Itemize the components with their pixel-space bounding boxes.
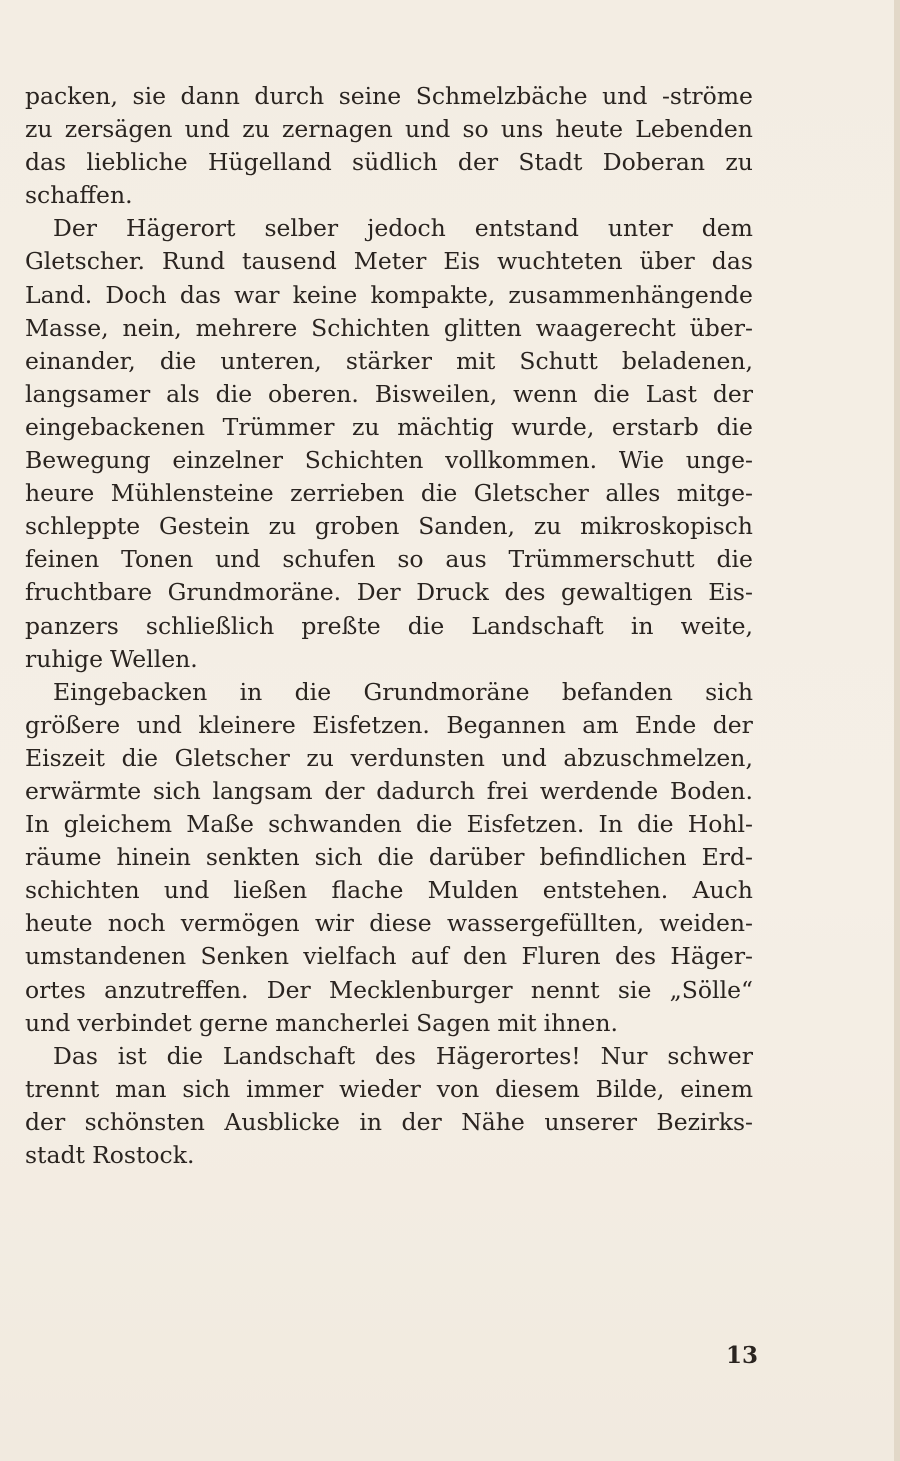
text-line xyxy=(25,312,753,345)
word: Eiszeit xyxy=(25,743,105,772)
word: mikroskopisch xyxy=(580,512,753,541)
word: zu xyxy=(352,412,380,441)
word: -ströme xyxy=(661,82,753,110)
word: über- xyxy=(689,313,753,342)
word: und xyxy=(215,545,261,574)
text-line xyxy=(25,146,753,179)
word: Schichten xyxy=(304,446,424,475)
word: langsamer xyxy=(25,379,151,408)
word: Gletscher xyxy=(174,743,290,772)
word: wieder xyxy=(339,1074,421,1103)
word: langsam xyxy=(212,776,313,805)
word: der xyxy=(401,1107,442,1136)
word: waagerecht xyxy=(535,313,676,342)
word: sich xyxy=(705,677,753,706)
word: in xyxy=(359,1107,383,1136)
word: umstandenen xyxy=(25,942,187,971)
word: des xyxy=(374,1041,416,1070)
word: Mulden xyxy=(427,876,519,905)
word: Doberan xyxy=(602,148,706,177)
word: flache xyxy=(331,876,404,905)
word: Bisweilen, xyxy=(374,379,498,408)
word: Eingebacken xyxy=(53,677,208,706)
word: mächtig xyxy=(397,412,494,441)
word: so xyxy=(462,115,489,144)
word: anzutreffen. xyxy=(104,975,249,1004)
word: Hohl- xyxy=(687,810,753,839)
word: sich xyxy=(152,776,201,805)
word: fruchtbare xyxy=(25,578,153,607)
word: panzers xyxy=(25,611,119,640)
word: Landschaft xyxy=(222,1041,356,1070)
word: in xyxy=(239,677,263,706)
word: unge- xyxy=(685,446,753,475)
word: zu xyxy=(533,512,562,541)
word: darüber xyxy=(428,843,525,872)
word: die xyxy=(121,743,159,772)
word: Schutt xyxy=(519,346,598,375)
word: Mecklenburger xyxy=(329,975,513,1004)
word: und xyxy=(136,710,182,739)
word: heute xyxy=(25,909,93,938)
word: beladenen, xyxy=(621,346,753,375)
word: immer xyxy=(246,1074,324,1103)
word: packen, xyxy=(25,82,118,110)
word: gerne xyxy=(198,1008,269,1037)
word: schwanden xyxy=(268,810,402,839)
word: das xyxy=(25,148,67,177)
word: In xyxy=(598,810,623,839)
word: Häger- xyxy=(670,942,753,971)
word: Doch xyxy=(105,280,167,309)
word: war xyxy=(234,280,280,309)
text-line xyxy=(25,113,753,146)
word: Boden. xyxy=(669,776,753,805)
text-line xyxy=(25,1040,753,1073)
word: keine xyxy=(292,280,358,309)
word: der xyxy=(324,776,365,805)
word: Trümmer xyxy=(222,412,335,441)
word: zu xyxy=(725,148,753,177)
word: von xyxy=(436,1074,480,1103)
text-line xyxy=(25,709,753,742)
word: zerrieben xyxy=(290,479,405,508)
word: Der xyxy=(356,578,401,607)
word: unter xyxy=(607,214,673,243)
word: man xyxy=(115,1074,167,1103)
word: und xyxy=(25,1008,71,1037)
word: ruhige xyxy=(25,644,103,673)
word: heute xyxy=(555,115,624,144)
word: Grundmoräne xyxy=(363,677,530,706)
word: stadt xyxy=(25,1141,86,1169)
word: Schmelzbäche xyxy=(415,82,588,110)
word: tausend xyxy=(242,247,337,276)
word: In xyxy=(25,810,50,839)
word: und xyxy=(404,115,451,144)
word: Eis xyxy=(443,247,481,276)
word: Ausblicke xyxy=(224,1107,340,1136)
word: stärker xyxy=(345,346,432,375)
word: gleichem xyxy=(63,810,173,839)
word: Masse, xyxy=(25,313,109,342)
text-line xyxy=(25,610,753,643)
word: Landschaft xyxy=(471,611,604,640)
word: wurde, xyxy=(511,412,595,441)
word: Schichten xyxy=(311,313,430,342)
word: der xyxy=(457,148,499,177)
word: werdende xyxy=(539,776,659,805)
text-line xyxy=(25,543,753,576)
word: ortes xyxy=(25,975,86,1004)
word: Bewegung xyxy=(25,446,151,475)
text-line xyxy=(25,841,753,874)
word: zernagen xyxy=(281,115,393,144)
text-line xyxy=(25,1007,753,1040)
word: räume xyxy=(25,843,102,872)
body-text xyxy=(25,80,753,1172)
text-line xyxy=(25,245,753,278)
word: der xyxy=(712,379,753,408)
word: glitten xyxy=(443,313,522,342)
word: wenn xyxy=(513,379,578,408)
word: Wie xyxy=(618,446,665,475)
word: preßte xyxy=(301,611,381,640)
word: Hügelland xyxy=(207,148,332,177)
word: hinein xyxy=(116,843,191,872)
word: schaffen. xyxy=(25,181,133,210)
word: Maße xyxy=(186,810,254,839)
word: Gletscher. xyxy=(25,247,146,276)
word: sie xyxy=(617,975,652,1004)
word: die xyxy=(166,1041,204,1070)
word: die xyxy=(294,677,332,706)
word: die xyxy=(420,479,458,508)
text-line xyxy=(25,940,753,973)
word: kleinere xyxy=(198,710,296,739)
text-line xyxy=(25,279,753,312)
word: befindlichen xyxy=(539,843,687,872)
word: ihnen. xyxy=(543,1008,618,1037)
word: weite, xyxy=(680,611,753,640)
word: Das xyxy=(53,1041,98,1070)
word: mancherlei xyxy=(275,1008,410,1037)
word: unteren, xyxy=(220,346,322,375)
word: Lebenden xyxy=(635,115,753,144)
text-line xyxy=(25,576,753,609)
word: Eisfetzen. xyxy=(312,710,430,739)
word: mehrere xyxy=(195,313,298,342)
word: Sanden, xyxy=(418,512,516,541)
word: sich xyxy=(314,843,363,872)
word: noch xyxy=(107,909,166,938)
word: das xyxy=(179,280,221,309)
word: Der xyxy=(53,214,97,243)
word: diesem xyxy=(495,1074,580,1103)
word: Stadt xyxy=(518,148,583,177)
word: zersägen xyxy=(64,115,173,144)
word: Der xyxy=(266,975,311,1004)
word: dem xyxy=(701,214,753,243)
word: Senken xyxy=(200,942,289,971)
word: die xyxy=(159,346,197,375)
word: der xyxy=(25,1107,66,1136)
text-line xyxy=(25,345,753,378)
word: zu xyxy=(306,743,334,772)
text-line xyxy=(25,444,753,477)
word: Auch xyxy=(692,876,753,905)
word: der xyxy=(712,710,753,739)
text-line xyxy=(25,676,753,709)
word: Eisfetzen. xyxy=(466,810,585,839)
word: Rund xyxy=(162,247,226,276)
page-edge xyxy=(894,0,900,1461)
word: Tonen xyxy=(121,545,194,574)
text-line xyxy=(25,808,753,841)
word: gewaltigen xyxy=(561,578,693,607)
word: groben xyxy=(314,512,400,541)
word: und xyxy=(163,876,210,905)
word: Gletscher xyxy=(473,479,589,508)
word: die xyxy=(215,379,253,408)
word: erwärmte xyxy=(25,776,142,805)
text-line xyxy=(25,411,753,444)
word: Nur xyxy=(600,1041,648,1070)
word: nein, xyxy=(122,313,182,342)
word: feinen xyxy=(25,545,100,574)
word: Wellen. xyxy=(110,644,198,673)
text-line xyxy=(25,974,753,1007)
word: nennt xyxy=(530,975,600,1004)
word: „Sölle“ xyxy=(669,975,753,1004)
word: Mühlensteine xyxy=(110,479,274,508)
word: am xyxy=(582,710,619,739)
word: sich xyxy=(182,1074,231,1103)
word: dadurch xyxy=(376,776,476,805)
word: wir xyxy=(315,909,354,938)
word: vielfach xyxy=(303,942,397,971)
word: ließen xyxy=(233,876,308,905)
word: sie xyxy=(132,82,166,110)
text-line xyxy=(25,1073,753,1106)
word: liebliche xyxy=(86,148,188,177)
word: entstehen. xyxy=(542,876,669,905)
word: Bilde, xyxy=(595,1074,665,1103)
word: als xyxy=(166,379,200,408)
text-line xyxy=(25,1139,753,1172)
word: des xyxy=(615,942,657,971)
word: Nähe xyxy=(461,1107,525,1136)
word: selber xyxy=(264,214,339,243)
word: in xyxy=(630,611,654,640)
word: unserer xyxy=(544,1107,637,1136)
word: Last xyxy=(645,379,697,408)
word: schließlich xyxy=(145,611,275,640)
text-line xyxy=(25,907,753,940)
word: heure xyxy=(25,479,95,508)
word: Rostock. xyxy=(92,1141,195,1169)
word: Eis- xyxy=(708,578,753,607)
word: schönsten xyxy=(84,1107,205,1136)
word: uns xyxy=(500,115,544,144)
word: Meter xyxy=(353,247,427,276)
word: vermögen xyxy=(180,909,300,938)
word: Hägerortes! xyxy=(435,1041,581,1070)
word: verbindet xyxy=(77,1008,192,1037)
word: so xyxy=(397,545,424,574)
word: entstand xyxy=(474,214,579,243)
word: jedoch xyxy=(367,214,446,243)
word: seine xyxy=(338,82,402,110)
word: Trümmerschutt xyxy=(508,545,695,574)
word: Bezirks- xyxy=(656,1107,753,1136)
word: schichten xyxy=(25,876,140,905)
word: zu xyxy=(242,115,270,144)
word: alles xyxy=(605,479,661,508)
word: größere xyxy=(25,710,121,739)
word: wuchteten xyxy=(497,247,623,276)
word: eingebackenen xyxy=(25,412,206,441)
word: befanden xyxy=(561,677,673,706)
word: Begannen xyxy=(446,710,566,739)
word: vollkommen. xyxy=(445,446,598,475)
text-line xyxy=(25,477,753,510)
word: die xyxy=(716,412,753,441)
word: zu xyxy=(25,115,53,144)
word: über xyxy=(639,247,695,276)
word: oberen. xyxy=(268,379,359,408)
page-number: 13 xyxy=(725,1342,758,1369)
word: diese xyxy=(369,909,432,938)
word: und xyxy=(501,743,547,772)
word: Land. xyxy=(25,280,93,309)
word: ist xyxy=(117,1041,147,1070)
word: erstarb xyxy=(611,412,699,441)
text-line xyxy=(25,742,753,775)
text-line xyxy=(25,775,753,808)
text-line xyxy=(25,874,753,907)
word: die xyxy=(593,379,630,408)
word: weiden- xyxy=(659,909,753,938)
word: auf xyxy=(410,942,449,971)
word: schufen xyxy=(282,545,376,574)
word: zusammenhängende xyxy=(508,280,753,309)
word: Hägerort xyxy=(125,214,236,243)
word: zu xyxy=(268,512,297,541)
word: die xyxy=(716,545,753,574)
word: kompakte, xyxy=(370,280,496,309)
word: die xyxy=(377,843,414,872)
text-line xyxy=(25,643,753,676)
word: einander, xyxy=(25,346,136,375)
word: schleppte xyxy=(25,512,141,541)
word: Sagen xyxy=(416,1008,491,1037)
text-line xyxy=(25,179,753,212)
word: die xyxy=(415,810,453,839)
word: schwer xyxy=(667,1041,753,1070)
word: mit xyxy=(497,1008,537,1037)
text-line xyxy=(25,1106,753,1139)
text-line xyxy=(25,378,753,411)
word: einem xyxy=(680,1074,753,1103)
word: senkten xyxy=(205,843,300,872)
word: den xyxy=(463,942,508,971)
word: Ende xyxy=(635,710,697,739)
word: Grundmoräne. xyxy=(167,578,342,607)
word: die xyxy=(637,810,674,839)
word: Druck xyxy=(416,578,489,607)
text-line xyxy=(25,80,753,113)
word: Erd- xyxy=(701,843,753,872)
word: die xyxy=(407,611,445,640)
word: verdunsten xyxy=(350,743,485,772)
word: das xyxy=(711,247,753,276)
word: einzelner xyxy=(172,446,283,475)
word: und xyxy=(602,82,648,110)
word: trennt xyxy=(25,1074,100,1103)
word: südlich xyxy=(352,148,438,177)
word: dann xyxy=(180,82,240,110)
word: und xyxy=(184,115,230,144)
word: Fluren xyxy=(521,942,601,971)
word: frei xyxy=(486,776,529,805)
text-line xyxy=(25,510,753,543)
word: Gestein xyxy=(159,512,250,541)
word: wassergefüllten, xyxy=(446,909,645,938)
word: durch xyxy=(254,82,325,110)
word: aus xyxy=(445,545,487,574)
text-line xyxy=(25,212,753,245)
word: mitge- xyxy=(676,479,753,508)
word: mit xyxy=(456,346,496,375)
word: abzuschmelzen, xyxy=(563,743,753,772)
word: des xyxy=(504,578,546,607)
